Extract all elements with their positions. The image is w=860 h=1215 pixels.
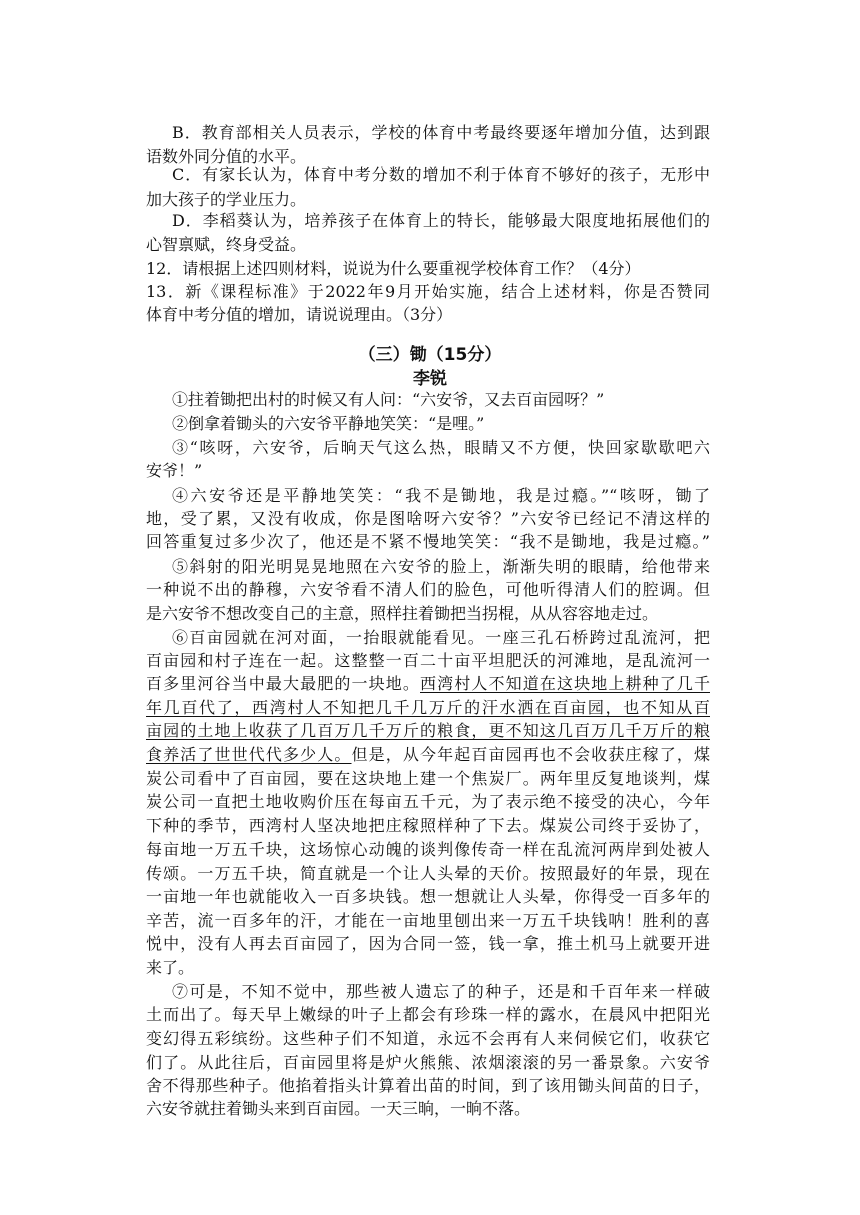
- paragraph-6-line-11: 传颂。一万五千块，简直就是一个让人头晕的天价。按照最好的年景，现在: [146, 864, 710, 883]
- paragraph-7-line-2: 土而出了。每天早上嫩绿的叶子上都会有珍珠一样的露水，在晨风中把阳光: [146, 1005, 710, 1024]
- paragraph-6-line-1: ⑥百亩园就在河对面，一抬眼就能看见。一座三孔石桥跨过乱流河，把: [172, 628, 710, 647]
- paragraph-6-line-5: 亩园的土地上收获了几百万几千万斤的粮食，更不知这几百万几千万斤的粮: [146, 721, 710, 740]
- paragraph-6-line-6-plain: 但是，从今年起百亩园再也不会收获庄稼了，煤: [351, 745, 710, 764]
- paragraph-6-line-10: 每亩地一万五千块，这场惊心动魄的谈判像传奇一样在乱流河两岸到处被人: [146, 840, 710, 859]
- section-title: （三）锄（15分）: [358, 345, 502, 365]
- paragraph-6-line-3: [146, 672, 710, 696]
- paragraph-6-line-12: 一亩地一年也就能收入一百多块钱。想一想就让人头晕，你得受一百多年的: [146, 887, 710, 906]
- paragraph-5-line-1: ⑤斜射的阳光明晃晃地照在六安爷的脸上，渐渐失明的眼睛，给他带来: [172, 557, 710, 576]
- paragraph-6-line-6: [146, 743, 710, 767]
- paragraph-3-line-2: 安爷！”: [146, 461, 203, 480]
- paragraph-7-line-5: 舍不得那些种子。他掐着指头计算着出苗的时间，到了该用锄头间苗的日子，: [146, 1076, 710, 1095]
- author: 李锐: [413, 369, 447, 389]
- paragraph-3-line-1: ③“咳呀，六安爷，后晌天气这么热，眼睛又不方便，快回家歇歇吧六: [172, 438, 710, 457]
- paragraph-5-line-3: 是六安爷不想改变自己的主意，照样拄着锄把当拐棍，从从容容地走过。: [146, 604, 659, 623]
- paragraph-6-line-13: 辛苦，流一百多年的汗，才能在一亩地里刨出来一万五千块钱呐！胜利的喜: [146, 911, 710, 930]
- paragraph-2: ②倒拿着锄头的六安爷平静地笑笑：“是哩。”: [172, 414, 485, 433]
- option-c-line-2: 加大孩子的学业压力。: [146, 190, 307, 209]
- question-13-line-2: 体育中考分值的增加，请说说理由。（3分）: [146, 305, 453, 324]
- paragraph-6-line-14: 悦中，没有人再去百亩园了，因为合同一签，钱一拿，推土机马上就要开进: [146, 934, 710, 953]
- question-12: 12．请根据上述四则材料，说说为什么要重视学校体育工作？（4分）: [146, 259, 641, 278]
- underlined-sentence: 西湾村人不知道在这块地上耕种了几千: [420, 674, 710, 693]
- paragraph-7-line-6: 六安爷就拄着锄头来到百亩园。一天三晌，一晌不落。: [146, 1099, 531, 1118]
- paragraph-6-line-15: 来了。: [146, 958, 195, 977]
- paragraph-6-line-3-plain: 百多里河谷当中最大最肥的一块地。: [146, 674, 420, 693]
- paragraph-1: ①拄着锄把出村的时候又有人问：“六安爷，又去百亩园呀？”: [172, 390, 605, 409]
- paragraph-4-line-2: 地，受了累，又没有收成，你是图啥呀六安爷？”六安爷已经记不清这样的: [146, 509, 710, 528]
- paragraph-6-line-8: 炭公司一直把土地收购价压在每亩五千元，为了表示绝不接受的决心，今年: [146, 792, 710, 811]
- paragraph-6-line-4: 年几百代了，西湾村人不知把几千几万斤的汗水洒在百亩园，也不知从百: [146, 698, 710, 717]
- option-c-line-1: C．有家长认为，体育中考分数的增加不利于体育不够好的孩子，无形中: [172, 165, 710, 184]
- paragraph-4-line-3: 回答重复过多少次了，他还是不紧不慢地笑笑：“我不是锄地，我是过瘾。”: [146, 532, 710, 551]
- question-13-line-1: 13．新《课程标准》于2022年9月开始实施，结合上述材料，你是否赞同: [146, 282, 710, 301]
- paragraph-4-line-1: ④六安爷还是平静地笑笑：“我不是锄地，我是过瘾。”“咳呀，锄了: [172, 486, 710, 505]
- paragraph-5-line-2: 一种说不出的静穆，六安爷看不清人们的脸色，可他听得清人们的腔调。但: [146, 580, 710, 599]
- paragraph-7-line-4: 们了。从此往后，百亩园里将是炉火熊熊、浓烟滚滚的另一番景象。六安爷: [146, 1053, 710, 1072]
- option-b-line-1: B．教育部相关人员表示，学校的体育中考最终要逐年增加分值，达到跟: [172, 123, 710, 142]
- option-b-line-2: 语数外同分值的水平。: [146, 147, 307, 166]
- paragraph-7-line-3: 变幻得五彩缤纷。这些种子们不知道，永远不会再有人来伺候它们，收获它: [146, 1029, 710, 1048]
- paragraph-6-line-9: 下种的季节，西湾村人坚决地把庄稼照样种了下去。煤炭公司终于妥协了，: [146, 816, 710, 835]
- paragraph-7-line-1: ⑦可是，不知不觉中，那些被人遗忘了的种子，还是和千百年来一样破: [172, 982, 710, 1001]
- paragraph-6-line-7: 炭公司看中了百亩园，要在这块地上建一个焦炭厂。两年里反复地谈判，煤: [146, 769, 710, 788]
- option-d-line-1: D．李稻葵认为，培养孩子在体育上的特长，能够最大限度地拓展他们的: [172, 211, 710, 230]
- paragraph-6-line-2: 百亩园和村子连在一起。这整整一百二十亩平坦肥沃的河滩地，是乱流河一: [146, 651, 710, 670]
- option-d-line-2: 心智禀赋，终身受益。: [146, 235, 307, 254]
- underlined-sentence-end: 食养活了世世代代多少人。: [146, 745, 352, 764]
